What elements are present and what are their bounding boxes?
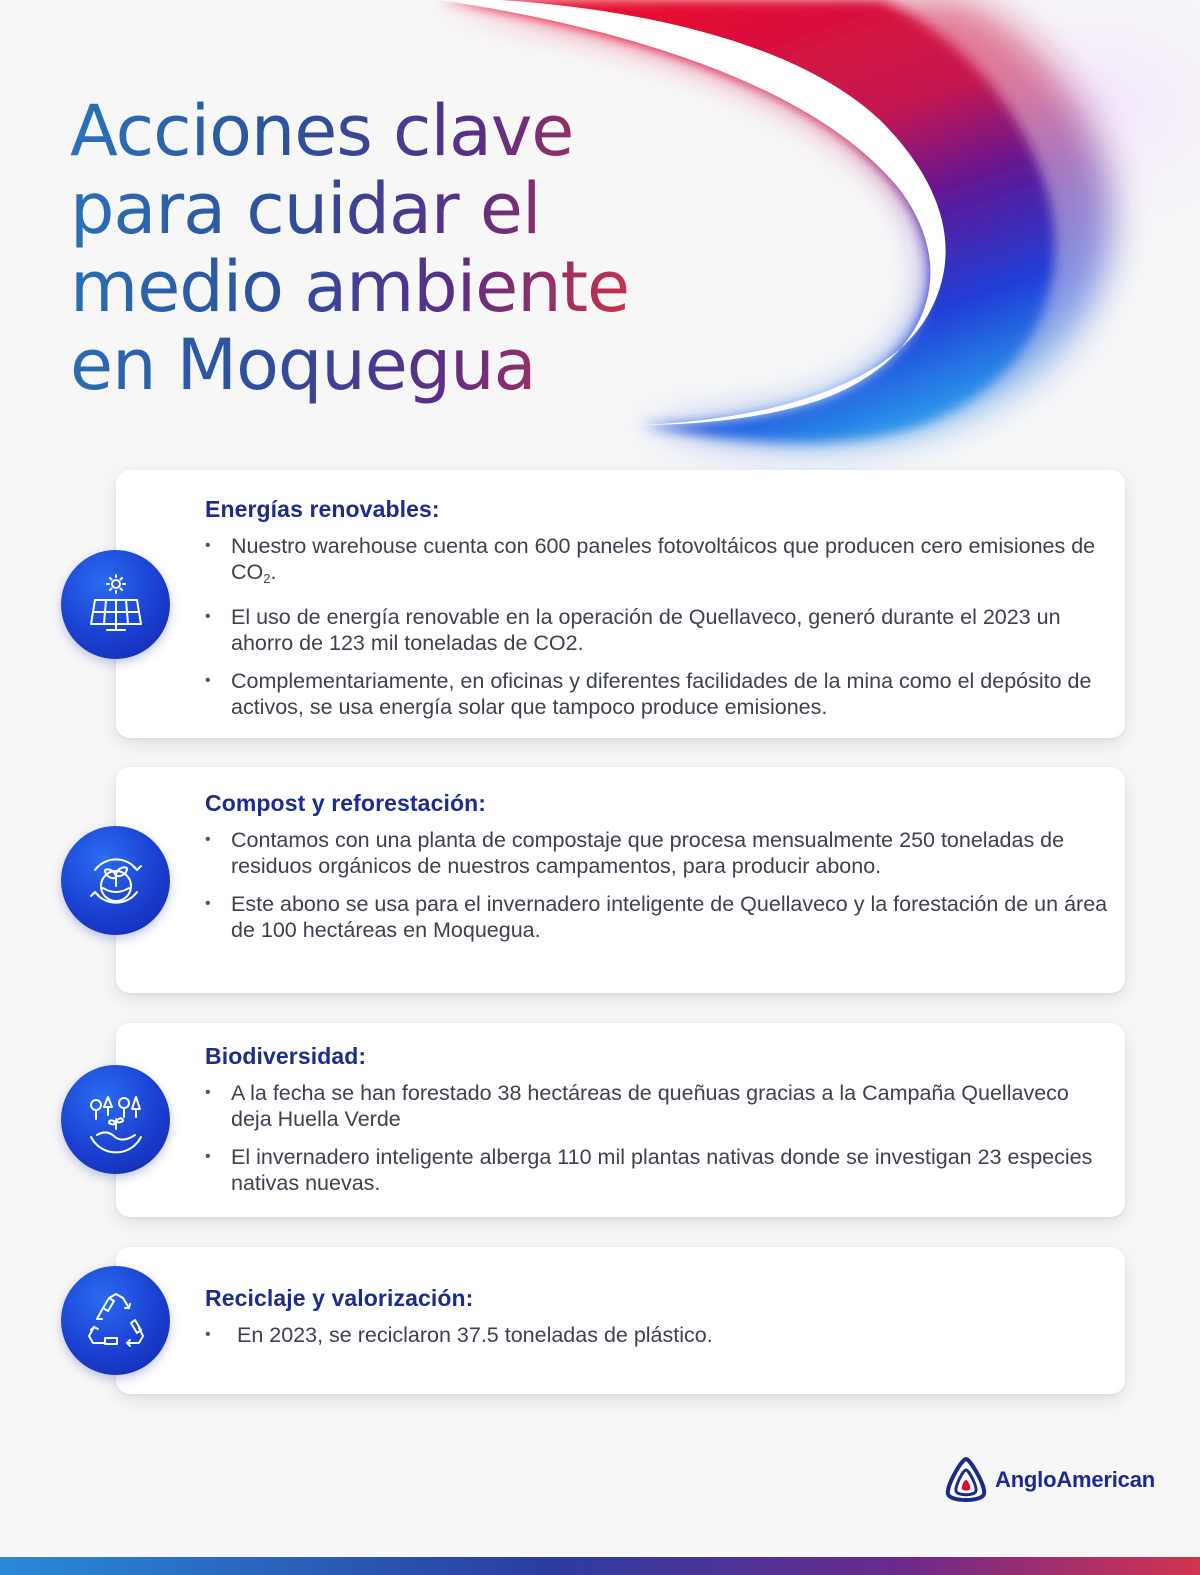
section-heading: Reciclaje y valorización: [205, 1285, 474, 1311]
anglo-american-logo [943, 1456, 1155, 1504]
bullet-list [205, 827, 1109, 943]
list-item: • El invernadero inteligente alberga 110 mil plantas nativas donde se investigan 23 especies nativas nuevas. [205, 1144, 1109, 1196]
card-reciclaje-valorizacion [116, 1247, 1125, 1394]
list-item: • Este abono se usa para el invernadero inteligente de Quellaveco y la forestación de un área de 100 hectáreas en Moquegua. [205, 891, 1109, 943]
bottom-gradient-bar [0, 1557, 1200, 1575]
bullet-list [205, 1322, 1109, 1348]
logo-wordmark: AngloAmerican [995, 1467, 1155, 1492]
recycle-icon [61, 1266, 170, 1375]
bullet-list [205, 533, 1109, 720]
page-title [70, 92, 690, 404]
section-heading: Biodiversidad: [205, 1043, 367, 1069]
compost-sprout-icon [61, 826, 170, 935]
card-compost-reforestacion [116, 767, 1125, 993]
list-item: • En 2023, se reciclaron 37.5 toneladas de plástico. [205, 1322, 1109, 1348]
list-item: • Contamos con una planta de compostaje que procesa mensualmente 250 toneladas de residuos orgánicos de nuestros campamentos, para producir abono. [205, 827, 1109, 879]
section-heading: Energías renovables: [205, 496, 440, 522]
list-item: • A la fecha se han forestado 38 hectáreas de queñuas gracias a la Campaña Quellaveco deja Huella Verde [205, 1080, 1109, 1132]
title-line: para cuidar el [70, 168, 541, 250]
list-item: • El uso de energía renovable en la operación de Quellaveco, generó durante el 2023 un ahorro de 123 mil toneladas de CO2. [205, 604, 1109, 656]
list-item: • Complementariamente, en oficinas y diferentes facilidades de la mina como el depósito de activos, se usa energía solar que tampoco produce emisiones. [205, 668, 1109, 720]
list-item: • Nuestro warehouse cuenta con 600 paneles fotovoltáicos que producen cero emisiones de $CO_2$. [205, 533, 1109, 592]
title-line: medio ambiente [70, 246, 630, 328]
bullet-list [205, 1080, 1109, 1196]
solar-panel-icon [61, 550, 170, 659]
title-line: en Moquegua [70, 324, 536, 406]
card-energias-renovables [116, 470, 1125, 738]
trees-earth-icon [61, 1065, 170, 1174]
section-heading: Compost y reforestación: [205, 790, 487, 816]
title-line: Acciones clave [70, 90, 574, 172]
anglo-american-logo-icon [943, 1456, 989, 1504]
card-biodiversidad [116, 1023, 1125, 1217]
